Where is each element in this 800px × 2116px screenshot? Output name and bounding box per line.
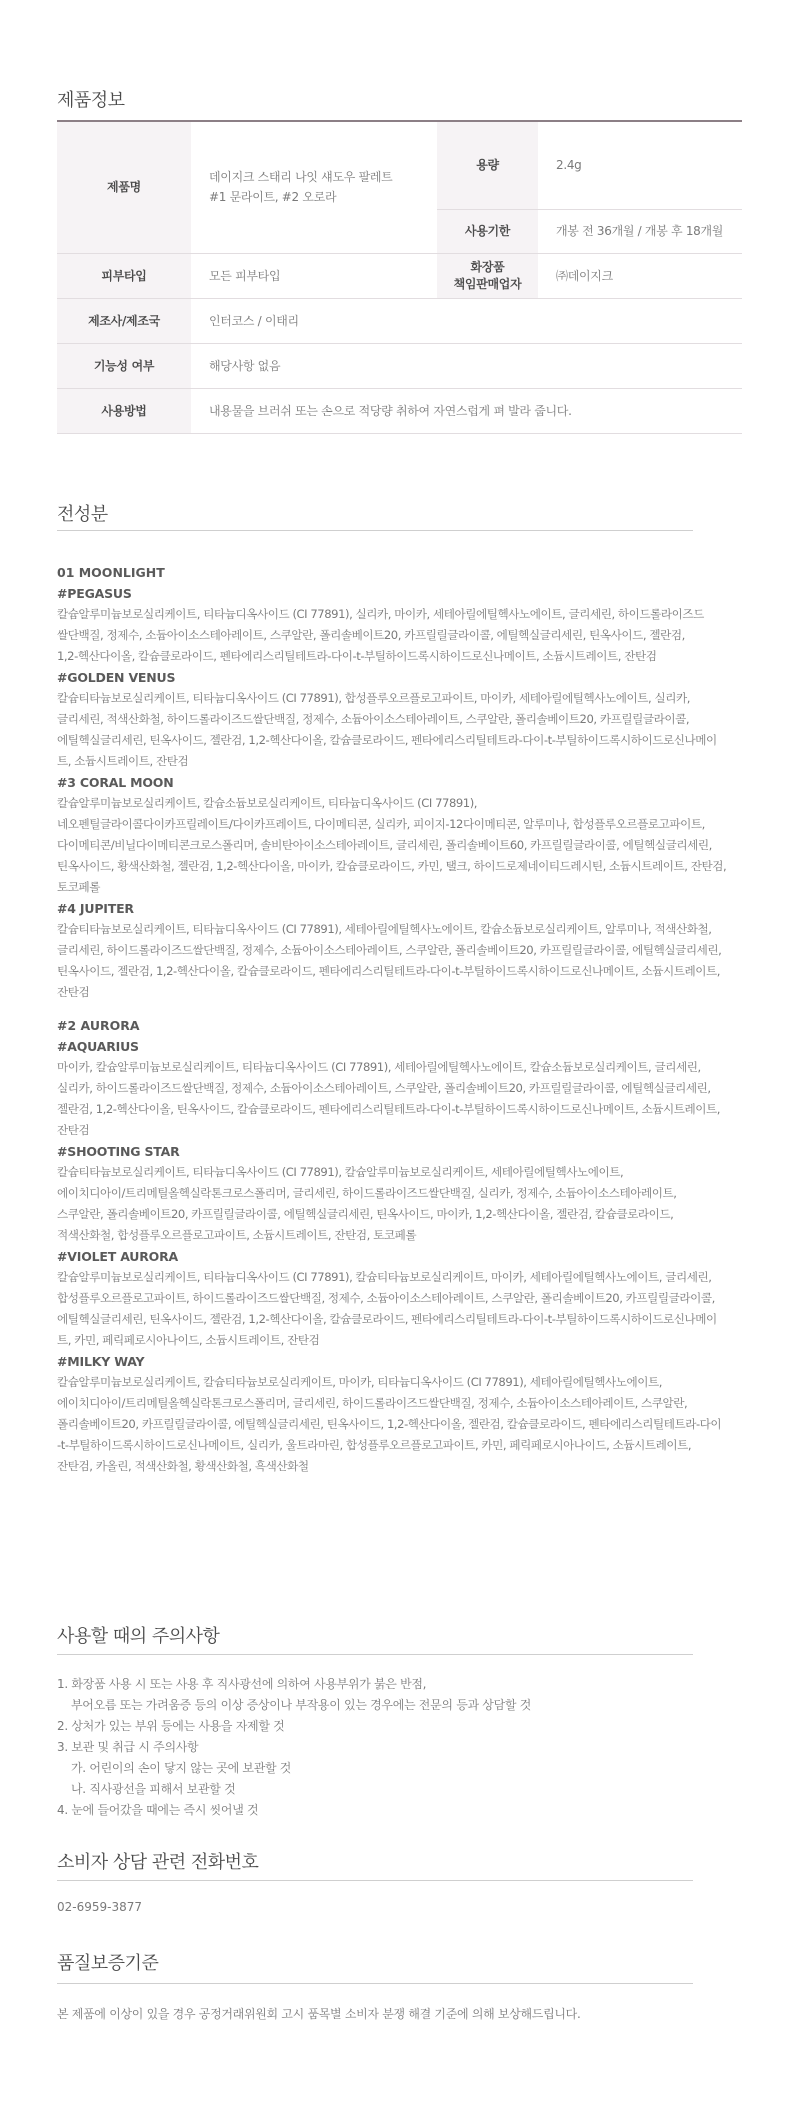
consumer-divider — [57, 1880, 693, 1881]
caution-line: 2. 상처가 있는 부위 등에는 사용을 자제할 것 — [57, 1719, 285, 1733]
ingredient-line: 스쿠알란, 폴리솔베이트20, 카프릴릴글라이콜, 에틸헥실글리세린, 틴옥사이드, 마이카, 1,2-헥산다이올, 젤란검, 칼슘클로라이드, — [57, 1207, 674, 1221]
ingredient-line: 에이치디아이/트리메틸올헥실락톤크로스폴리머, 글리세린, 하이드롤라이즈드쌀단백질, 정제수, 소듐아이소스테아레이트, 스쿠알란, — [57, 1396, 688, 1410]
shade-name: #PEGASUS — [57, 586, 132, 601]
seller-value: ㈜데이지크 — [538, 253, 742, 298]
ingredient-line: -t-부틸하이드록시하이드로신나메이트, 실리카, 울트라마린, 합성플루오르플로고파이트, 카민, 페릭페로시아나이드, 소듐시트레이트, — [57, 1438, 692, 1452]
shade-name: #MILKY WAY — [57, 1354, 145, 1369]
quality-title: 품질보증기준 — [57, 1953, 159, 1974]
volume-label: 용량 — [437, 121, 538, 209]
ingredient-line: 폴리솔베이트20, 카프릴릴글라이콜, 에틸헥실글리세린, 틴옥사이드, 1,2-헥산다이올, 젤란검, 칼슘클로라이드, 펜타에리스리틸테트라-다이 — [57, 1417, 722, 1431]
usage-value: 내용물을 브러쉬 또는 손으로 적당량 취하여 자연스럽게 펴 발라 줍니다. — [191, 388, 742, 433]
quality-text: 본 제품에 이상이 있을 경우 공정거래위원회 고시 품목별 소비자 분쟁 해결 기준에 의해 보상해드립니다. — [57, 2007, 581, 2021]
caution-line: 3. 보관 및 취급 시 주의사항 — [57, 1740, 199, 1754]
ingredient-line: 글리세린, 하이드롤라이즈드쌀단백질, 정제수, 소듐아이소스테아레이트, 스쿠알란, 폴리솔베이트20, 카프릴릴글라이콜, 에틸헥실글리세린, — [57, 943, 722, 957]
ingredient-line: 네오펜틸글라이콜다이카프릴레이트/다이카프레이트, 다이메티콘, 실리카, 피이지-12다이메티콘, 알루미나, 합성플루오르플로고파이트, — [57, 817, 705, 831]
ingredients-list — [57, 562, 747, 1477]
product-info-title: 제품정보 — [57, 90, 125, 111]
ingredient-line: 에틸헥실글리세린, 틴옥사이드, 젤란검, 1,2-헥산다이올, 칼슘클로라이드, 펜타에리스리틸테트라-다이-t-부틸하이드록시하이드로신나메이 — [57, 1312, 717, 1326]
cautions-title: 사용할 때의 주의사항 — [57, 1626, 220, 1647]
ingredient-line: 틴옥사이드, 젤란검, 1,2-헥산다이올, 칼슘클로라이드, 펜타에리스리틸테트라-다이-t-부틸하이드록시하이드로신나메이트, 소듐시트레이트, — [57, 964, 720, 978]
usage-label: 사용방법 — [57, 388, 191, 433]
palette-group-title: 01 MOONLIGHT — [57, 565, 165, 580]
consumer-title: 소비자 상담 관련 전화번호 — [57, 1852, 259, 1873]
expiry-value: 개봉 전 36개월 / 개봉 후 18개월 — [538, 209, 742, 253]
ingredients-title: 전성분 — [57, 504, 108, 525]
quality-divider — [57, 1983, 693, 1984]
cautions-divider — [57, 1654, 693, 1655]
seller-label: 화장품 책임판매업자 — [437, 253, 538, 298]
shade-name: #GOLDEN VENUS — [57, 670, 176, 685]
ingredient-line: 칼슘알루미늄보로실리케이트, 칼슘티타늄보로실리케이트, 마이카, 티타늄디옥사이드 (CI 77891), 세테아릴에틸헥사노에이트, — [57, 1375, 662, 1389]
caution-line: 부어오름 또는 가려움증 등의 이상 증상이나 부작용이 있는 경우에는 전문의 등과 상담할 것 — [71, 1698, 531, 1712]
ingredient-line: 칼슘알루미늄보로실리케이트, 티타늄디옥사이드 (CI 77891), 칼슘티타늄보로실리케이트, 마이카, 세테아릴에틸헥사노에이트, 글리세린, — [57, 1270, 712, 1284]
shade-name: #4 JUPITER — [57, 901, 134, 916]
ingredient-line: 토코페롤 — [57, 880, 100, 894]
caution-line: 4. 눈에 들어갔을 때에는 즉시 씻어낼 것 — [57, 1803, 259, 1817]
ingredient-line: 잔탄검, 카올린, 적색산화철, 황색산화철, 흑색산화철 — [57, 1459, 309, 1473]
shade-name: #SHOOTING STAR — [57, 1144, 180, 1159]
caution-line: 1. 화장품 사용 시 또는 사용 후 직사광선에 의하여 사용부위가 붉은 반점, — [57, 1677, 427, 1691]
caution-line: 가. 어린이의 손이 닿지 않는 곳에 보관할 것 — [71, 1761, 292, 1775]
maker-label: 제조사/제조국 — [57, 298, 191, 343]
product-name-label: 제품명 — [57, 121, 191, 253]
maker-value: 인터코스 / 이태리 — [191, 298, 742, 343]
ingredient-line: 다이메티콘/비닐다이메티콘크로스폴리머, 솔비탄아이소스테아레이트, 글리세린, 폴리솔베이트60, 카프릴릴글라이콜, 에틸헥실글리세린, — [57, 838, 712, 852]
ingredients-divider — [57, 530, 693, 531]
ingredient-line: 잔탄검 — [57, 1123, 90, 1137]
ingredient-line: 트, 소듐시트레이트, 잔탄검 — [57, 754, 189, 768]
ingredient-line: 실리카, 하이드롤라이즈드쌀단백질, 정제수, 소듐아이소스테아레이트, 스쿠알란, 폴리솔베이트20, 카프릴릴글라이콜, 에틸헥실글리세린, — [57, 1081, 711, 1095]
shade-name: #VIOLET AURORA — [57, 1249, 178, 1264]
ingredient-line: 칼슘티타늄보로실리케이트, 티타늄디옥사이드 (CI 77891), 세테아릴에틸헥사노에이트, 칼슘소듐보로실리케이트, 알루미나, 적색산화철, — [57, 922, 712, 936]
ingredient-line: 잔탄검 — [57, 985, 90, 999]
product-name-value: 데이지크 스태리 나잇 섀도우 팔레트 #1 문라이트, #2 오로라 — [191, 121, 437, 253]
ingredient-line: 에이치디아이/트리메틸올헥실락톤크로스폴리머, 글리세린, 하이드롤라이즈드쌀단백질, 실리카, 정제수, 소듐아이소스테아레이트, — [57, 1186, 677, 1200]
functional-value: 해당사항 없음 — [191, 343, 742, 388]
group-gap — [57, 1003, 747, 1015]
cautions-list — [57, 1674, 531, 1821]
functional-label: 기능성 여부 — [57, 343, 191, 388]
ingredient-line: 칼슘알루미늄보로실리케이트, 티타늄디옥사이드 (CI 77891), 실리카, 마이카, 세테아릴에틸헥사노에이트, 글리세린, 하이드롤라이즈드 — [57, 607, 704, 621]
ingredient-line: 칼슘티타늄보로실리케이트, 티타늄디옥사이드 (CI 77891), 합성플루오르플로고파이트, 마이카, 세테아릴에틸헥사노에이트, 실리카, — [57, 691, 690, 705]
volume-value: 2.4g — [538, 121, 742, 209]
skin-type-value: 모든 피부타입 — [191, 253, 437, 298]
ingredient-line: 쌀단백질, 정제수, 소듐아이소스테아레이트, 스쿠알란, 폴리솔베이트20, 카프릴릴글라이콜, 에틸헥실글리세린, 틴옥사이드, 젤란검, — [57, 628, 685, 642]
caution-line: 나. 직사광선을 피해서 보관할 것 — [71, 1782, 236, 1796]
ingredient-line: 칼슘티타늄보로실리케이트, 티타늄디옥사이드 (CI 77891), 칼슘알루미늄보로실리케이트, 세테아릴에틸헥사노에이트, — [57, 1165, 624, 1179]
ingredient-line: 1,2-헥산다이올, 칼슘클로라이드, 펜타에리스리틸테트라-다이-t-부틸하이드록시하이드로신나메이트, 소듐시트레이트, 잔탄검 — [57, 649, 657, 663]
ingredient-line: 에틸헥실글리세린, 틴옥사이드, 젤란검, 1,2-헥산다이올, 칼슘클로라이드, 펜타에리스리틸테트라-다이-t-부틸하이드록시하이드로신나메이 — [57, 733, 717, 747]
shade-name: #3 CORAL MOON — [57, 775, 174, 790]
ingredient-line: 마이카, 칼슘알루미늄보로실리케이트, 티타늄디옥사이드 (CI 77891), 세테아릴에틸헥사노에이트, 칼슘소듐보로실리케이트, 글리세린, — [57, 1060, 701, 1074]
ingredient-line: 합성플루오르플로고파이트, 하이드롤라이즈드쌀단백질, 정제수, 소듐아이소스테아레이트, 스쿠알란, 폴리솔베이트20, 카프릴릴글라이콜, — [57, 1291, 715, 1305]
ingredient-line: 적색산화철, 합성플루오르플로고파이트, 소듐시트레이트, 잔탄검, 토코페롤 — [57, 1228, 417, 1242]
skin-type-label: 피부타입 — [57, 253, 191, 298]
ingredient-line: 글리세린, 적색산화철, 하이드롤라이즈드쌀단백질, 정제수, 소듐아이소스테아레이트, 스쿠알란, 폴리솔베이트20, 카프릴릴글라이콜, — [57, 712, 690, 726]
product-info-table — [57, 120, 742, 434]
ingredient-line: 젤란검, 1,2-헥산다이올, 틴옥사이드, 칼슘클로라이드, 펜타에리스리틸테트라-다이-t-부틸하이드록시하이드로신나메이트, 소듐시트레이트, — [57, 1102, 720, 1116]
expiry-label: 사용기한 — [437, 209, 538, 253]
ingredient-line: 트, 카민, 페릭페로시아나이드, 소듐시트레이트, 잔탄검 — [57, 1333, 320, 1347]
shade-name: #AQUARIUS — [57, 1039, 139, 1054]
consumer-phone: 02-6959-3877 — [57, 1900, 143, 1914]
palette-group-title: #2 AURORA — [57, 1018, 140, 1033]
ingredient-line: 칼슘알루미늄보로실리케이트, 칼슘소듐보로실리케이트, 티타늄디옥사이드 (CI 77891), — [57, 796, 478, 810]
ingredient-line: 틴옥사이드, 황색산화철, 젤란검, 1,2-헥산다이올, 마이카, 칼슘클로라이드, 카민, 탤크, 하이드로제네이티드레시틴, 소듐시트레이트, 잔탄검, — [57, 859, 727, 873]
